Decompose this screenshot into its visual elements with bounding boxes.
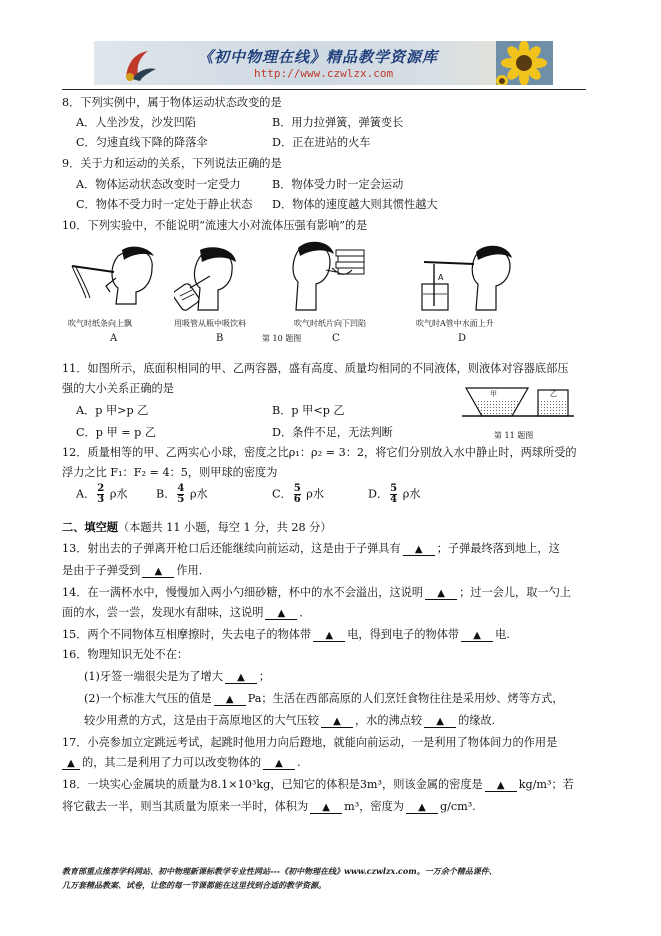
q10-caption-b: 用吸管从瓶中吸饮料 (174, 319, 246, 328)
q11-stem-line1: 11．如图所示，底面积相同的甲、乙两容器，盛有高度、质量均相同的不同液体，则液体对容器底部压 (62, 362, 569, 375)
q16-line2: (2)一个标准大气压的值是 ▲ Pa；生活在西部高原的人们烹饪食物往往是采用炒、烤等方式， (84, 692, 564, 705)
q9-option-a: A．物体运动状态改变时一定受力 (76, 178, 241, 191)
q10-letter-a: A (110, 333, 118, 344)
q10-figure-d (420, 244, 516, 314)
q8-option-b: B．用力拉弹簧，弹簧变长 (272, 116, 404, 129)
q18-blank-3[interactable]: ▲ (406, 800, 438, 814)
q18-line2: 将它截去一半，则当其质量为原来一半时，体积为 ▲ m³，密度为 ▲ g/cm³. (62, 800, 476, 813)
q14-blank-2[interactable]: ▲ (265, 606, 297, 620)
header-banner (94, 41, 553, 85)
q10-tube-label: A (438, 273, 444, 282)
q9-stem: 9．关于力和运动的关系，下列说法正确的是 (62, 157, 282, 170)
q18-blank-1[interactable]: ▲ (485, 778, 517, 792)
q13-blank-2[interactable]: ▲ (142, 564, 174, 578)
q11-label-jia: 甲 (490, 390, 497, 398)
q18-blank-2[interactable]: ▲ (310, 800, 342, 814)
footer-line2: 几万套精品教案、试卷，让您的每一节课都能在这里找到合适的教学资源。 (62, 880, 326, 890)
q11-option-b: B．p 甲<p 乙 (272, 404, 345, 417)
q16-blank-2[interactable]: ▲ (214, 692, 246, 706)
q9-option-d: D．物体的速度越大则其惯性越大 (272, 198, 438, 211)
q9-option-c: C．物体不受力时一定处于静止状态 (76, 198, 253, 211)
q16-stem: 16．物理知识无处不在： (62, 648, 189, 661)
q12-option-b: B． $\frac{4}{5}$ ρ水 (156, 483, 208, 505)
header-title: 《初中物理在线》精品教学资源库 (198, 48, 439, 66)
q12-option-d: D． $\frac{5}{4}$ ρ水 (368, 483, 421, 505)
q14-line2: 面的水，尝一尝，发现水有甜味，这说明 ▲ ． (62, 606, 311, 619)
q9-option-b: B．物体受力时一定会运动 (272, 178, 404, 191)
q17-blank-2[interactable]: ▲ (263, 756, 295, 770)
q13-line2: 是由于子弹受到 ▲ 作用． (62, 564, 210, 577)
q11-figure-label: 第 11 题图 (494, 431, 534, 440)
q17-line1: 17．小亮参加立定跳远考试，起跳时他用力向后蹬地，就能向前运动，一是利用了物体间力的作用是 (62, 736, 558, 749)
q16-line3: 较少用煮的方式，这是由于高原地区的大气压较 ▲ ，水的沸点较 ▲ 的缘故. (84, 714, 496, 727)
q12-option-a: A． $\frac{2}{3}$ ρ水 (76, 483, 128, 505)
q15-blank-1[interactable]: ▲ (313, 628, 345, 642)
q10-letter-b: B (216, 333, 224, 344)
q11-option-a: A．p 甲>p 乙 (76, 404, 149, 417)
q11-stem-line2: 强的大小关系正确的是 (62, 382, 174, 395)
q11-figure-containers (462, 382, 574, 426)
section2-heading: 二、填空题（本题共 11 小题，每空 1 分，共 28 分） (62, 520, 332, 534)
q10-figure-c (290, 240, 370, 314)
q17-blank-1[interactable]: ▲ (62, 756, 80, 770)
q10-caption-c: 吹气时纸片向下凹陷 (294, 319, 366, 328)
q8-option-a: A．人坐沙发，沙发凹陷 (76, 116, 196, 129)
header-rule (62, 89, 586, 90)
sunflower-icon (496, 41, 553, 85)
q15-line: 15．两个不同物体互相摩擦时，失去电子的物体带 ▲ 电，得到电子的物体带 ▲ 电. (62, 628, 510, 641)
footer-line1: 教育部重点推荐学科网站、初中物理新课标教学专业性网站---《初中物理在线》www.czwlzx.com。一万余个精品课件、 (62, 866, 497, 876)
q17-line2: ▲ 的，其二是利用了力可以改变物体的 ▲ . (62, 754, 301, 770)
header-url[interactable]: http://www.czwlzx.com (254, 67, 394, 80)
q8-option-c: C．匀速直线下降的降落伞 (76, 136, 208, 149)
q10-figure-label: 第 10 题图 (262, 334, 302, 343)
q10-letter-d: D (458, 333, 467, 344)
q11-option-c: C．p 甲 = p 乙 (76, 426, 157, 439)
q10-figure-a (66, 242, 160, 314)
q12-stem-line2: 浮力之比 F₁：F₂ = 4：5，则甲球的密度为 (62, 466, 278, 479)
q13-blank-1[interactable]: ▲ (403, 542, 435, 556)
q8-stem: 8．下列实例中，属于物体运动状态改变的是 (62, 96, 282, 109)
q13-line1: 13．射出去的子弹离开枪口后还能继续向前运动，这是由于子弹具有 ▲ ；子弹最终落到地上，这 (62, 542, 560, 555)
q16-blank-4[interactable]: ▲ (424, 714, 456, 728)
q10-caption-a: 吹气时纸条向上飘 (68, 319, 132, 328)
q11-label-yi: 乙 (550, 390, 557, 398)
q8-option-d: D．正在进站的火车 (272, 136, 371, 149)
q16-line1: (1)牙签一端很尖是为了增大 ▲ ； (84, 670, 271, 683)
q12-option-c: C． $\frac{5}{6}$ ρ水 (272, 483, 325, 505)
site-logo-icon (118, 47, 158, 83)
q14-line1: 14．在一满杯水中，慢慢加入两小勺细砂糖，杯中的水不会溢出，这说明 ▲ ；过一会儿，取一勺上 (62, 586, 571, 599)
q12-stem-line1: 12．质量相等的甲、乙两实心小球，密度之比ρ₁：ρ₂ = 3：2，将它们分别放入水中静止时，两球所受的 (62, 446, 577, 459)
q15-blank-2[interactable]: ▲ (461, 628, 493, 642)
q18-line1: 18．一块实心金属块的质量为8.1×10³kg，已知它的体积是3m³，则该金属的密度是 ▲ kg/m³；若 (62, 778, 574, 791)
q16-blank-1[interactable]: ▲ (225, 670, 257, 684)
q16-blank-3[interactable]: ▲ (321, 714, 353, 728)
q10-caption-d: 吹气时A管中水面上升 (416, 319, 494, 328)
q11-option-d: D．条件不足，无法判断 (272, 426, 393, 439)
q10-stem: 10．下列实验中，不能说明“流速大小对流体压强有影响”的是 (62, 219, 368, 232)
q10-letter-c: C (332, 333, 340, 344)
q10-figure-b (174, 246, 254, 314)
q14-blank-1[interactable]: ▲ (425, 586, 457, 600)
